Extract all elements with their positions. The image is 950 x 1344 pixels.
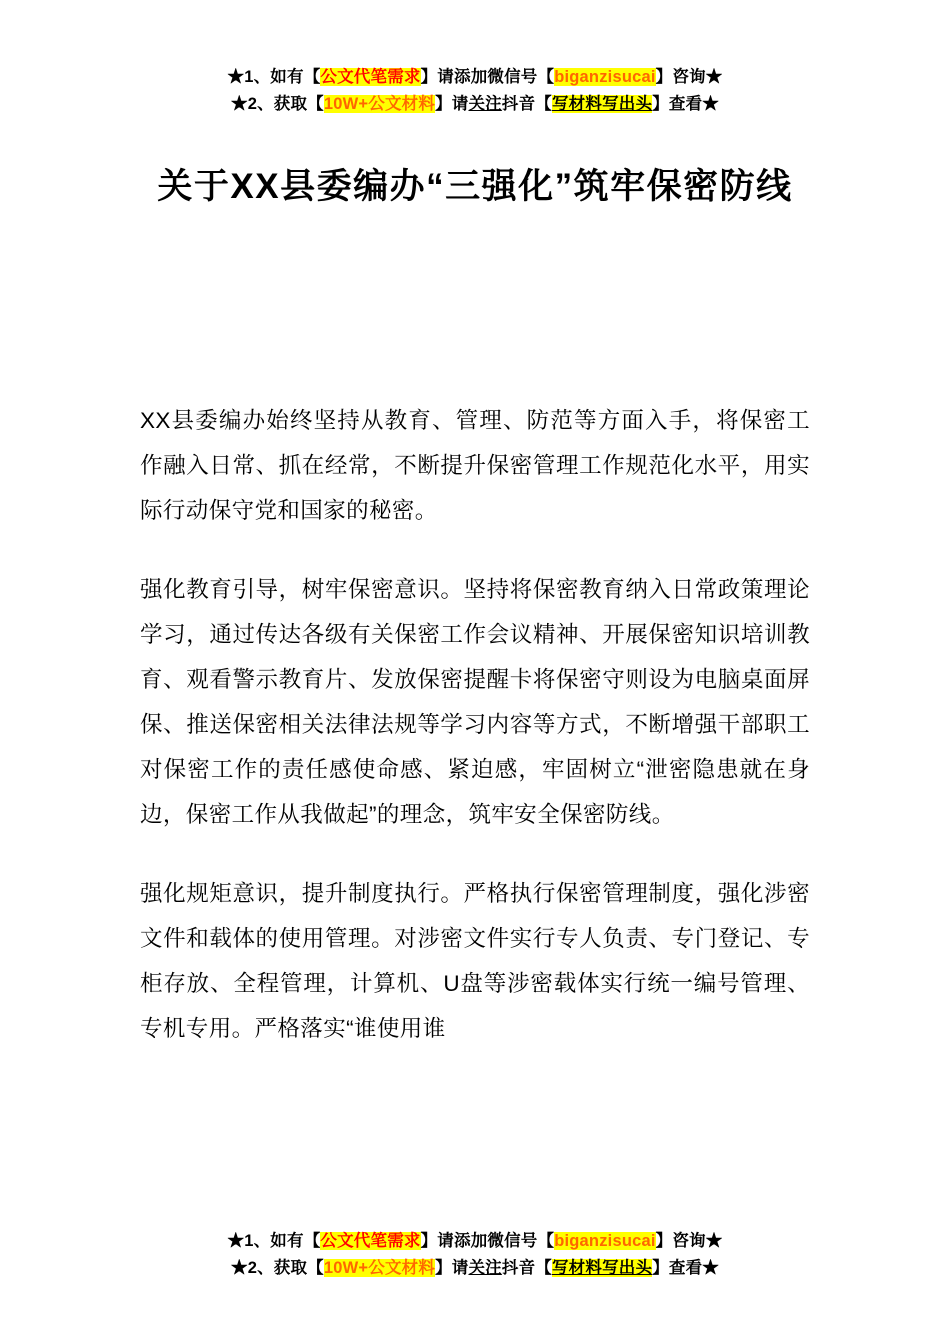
promo-text-1c: 】咨询	[655, 68, 706, 86]
promo-star-right: ★	[705, 68, 723, 86]
promo-text-1a: 1、如有【	[244, 68, 321, 86]
promo-line-1	[0, 1228, 950, 1255]
promo-highlight-material-count: 10W+公文材料	[323, 1258, 436, 1277]
promo-highlight-service: 公文代笔需求	[320, 68, 421, 86]
promo-highlight-douyin-id: 写材料写出头	[551, 1258, 653, 1277]
promo-text-2c: 抖音【	[501, 1258, 552, 1277]
promo-star-right-2: ★	[702, 95, 719, 114]
promo-highlight-douyin-id: 写材料写出头	[551, 95, 653, 114]
promo-banner-bottom	[0, 1228, 950, 1282]
promo-star-right-2: ★	[702, 1258, 719, 1277]
promo-text-2d: 】查看	[652, 1258, 703, 1277]
promo-highlight-wechat-id: biganzisucai	[554, 68, 656, 86]
paragraph: 强化规矩意识，提升制度执行。严格执行保密管理制度，强化涉密文件和载体的使用管理。对涉密文件实行专人负责、专门登记、专柜存放、全程管理，计算机、U盘等涉密载体实行统一编号管理、专机专用。严格落实“谁使用谁	[140, 880, 810, 1041]
promo-text-2a: 2、获取【	[247, 1258, 324, 1277]
paragraph: 强化教育引导，树牢保密意识。坚持将保密教育纳入日常政策理论学习，通过传达各级有关保密工作会议精神、开展保密知识培训教育、观看警示教育片、发放保密提醒卡将保密守则设为电脑桌面屏保、推送保密相关法律法规等学习内容等方式，不断增强干部职工对保密工作的责任感使命感、紧迫感，牢固树立“泄密隐患就在身边，保密工作从我做起”的理念，筑牢安全保密防线。	[140, 576, 810, 827]
promo-star-left-2: ★	[231, 1258, 248, 1277]
promo-highlight-service: 公文代笔需求	[320, 1231, 421, 1250]
promo-text-1b: 】请添加微信号【	[420, 1231, 555, 1250]
page-title: 关于XX县委编办“三强化”筑牢保密防线	[157, 167, 793, 207]
promo-text-2b: 】请	[435, 1258, 469, 1277]
promo-star-left: ★	[227, 68, 245, 86]
paragraph: XX县委编办始终坚持从教育、管理、防范等方面入手，将保密工作融入日常、抓在经常，不断提升保密管理工作规范化水平，用实际行动保守党和国家的秘密。	[140, 407, 810, 523]
document-body	[140, 398, 810, 1051]
promo-line-2	[140, 91, 810, 118]
promo-star-right: ★	[705, 1231, 723, 1250]
promo-text-1b: 】请添加微信号【	[420, 68, 555, 86]
promo-text-2b-underline: 关注	[468, 1258, 502, 1277]
promo-banner-top	[140, 0, 810, 118]
promo-text-2d: 】查看	[652, 95, 703, 114]
promo-text-2a: 2、获取【	[247, 95, 324, 114]
promo-line-1	[140, 64, 810, 91]
promo-star-left: ★	[227, 1231, 245, 1250]
promo-highlight-material-count: 10W+公文材料	[323, 95, 436, 114]
promo-text-2b: 】请	[435, 95, 469, 114]
promo-star-left-2: ★	[231, 95, 248, 114]
promo-text-1a: 1、如有【	[244, 1231, 321, 1250]
promo-text-2b-underline: 关注	[468, 95, 502, 114]
promo-text-1c: 】咨询	[655, 1231, 706, 1250]
promo-text-2c: 抖音【	[501, 95, 552, 114]
promo-highlight-wechat-id: biganzisucai	[554, 1231, 656, 1250]
promo-line-2	[0, 1255, 950, 1282]
